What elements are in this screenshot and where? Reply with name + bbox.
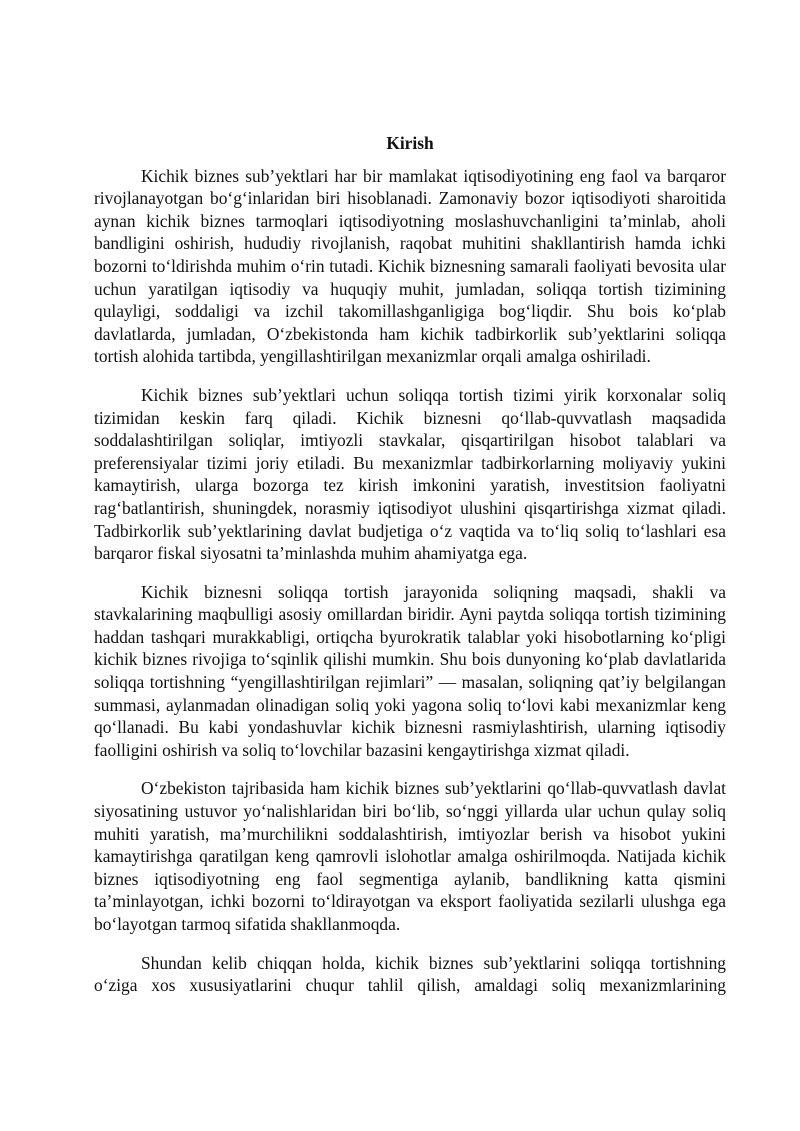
document-page <box>94 132 726 1013</box>
paragraph-1: Kichik biznes sub’yektlari har bir mamlakat iqtisodiyotining eng faol va barqaror rivojlanayotgan bo‘g‘inlaridan biri hisoblanadi. Zamonaviy bozor iqtisodiyoti sharoitida aynan kichik biznes tarmoqlari iqtisodiyotning moslashuvchanligini ta’minlab, aholi bandligini oshirish, hududiy rivojlanish, raqobat muhitini shakllantirish hamda ichki bozorni to‘ldirishda muhim o‘rin tutadi. Kichik biznesning samarali faoliyati bevosita ular uchun yaratilgan iqtisodiy va huquqiy muhit, jumladan, soliqqa tortish tizimining qulayligi, soddaligi va izchil takomillashganligiga bog‘liqdir. Shu bois ko‘plab davlatlarda, jumladan, O‘zbekistonda ham kichik tadbirkorlik sub’yektlarini soliqqa tortish alohida tartibda, yengillashtirilgan mexanizmlar orqali amalga oshiriladi. <box>94 165 726 367</box>
section-title: Kirish <box>386 133 434 153</box>
paragraph-3: Kichik biznesni soliqqa tortish jarayonida soliqning maqsadi, shakli va stavkalarining maqbulligi asosiy omillardan biridir. Ayni paytda soliqqa tortish tizimining haddan tashqari murakkabligi, ortiqcha byurokratik talablar yoki hisobotlarning ko‘pligi kichik biznes rivojiga to‘sqinlik qilishi mumkin. Shu bois dunyoning ko‘plab davlatlarida soliqqa tortishning “yengillashtirilgan rejimlari” — masalan, soliqning qat’iy belgilangan summasi, aylanmadan olinadigan soliq yoki yagona soliq to‘lovi kabi mexanizmlar keng qo‘llanadi. Bu kabi yondashuvlar kichik biznesni rasmiylashtirish, ularning iqtisodiy faolligini oshirish va soliq to‘lovchilar bazasini kengaytirishga xizmat qiladi. <box>94 581 726 760</box>
paragraph-2: Kichik biznes sub’yektlari uchun soliqqa tortish tizimi yirik korxonalar soliq tizimidan keskin farq qiladi. Kichik biznesni qo‘llab-quvvatlash maqsadida soddalashtirilgan soliqlar, imtiyozli stavkalar, qisqartirilgan hisobot talablari va preferensiyalar tizimi joriy etiladi. Bu mexanizmlar tadbirkorlarning moliyaviy yukini kamaytirish, ularga bozorga tez kirish imkonini yaratish, investitsion faoliyatni rag‘batlantirish, shuningdek, norasmiy iqtisodiyot ulushini qisqartirishga xizmat qiladi. Tadbirkorlik sub’yektlarining davlat budjetiga o‘z vaqtida va to‘liq soliq to‘lashlari esa barqaror fiskal siyosatni ta’minlashda muhim ahamiyatga ega. <box>94 384 726 564</box>
paragraph-4: O‘zbekiston tajribasida ham kichik biznes sub’yektlarini qo‘llab-quvvatlash davlat siyosatining ustuvor yo‘nalishlaridan biri bo‘lib, so‘nggi yillarda ular uchun qulay soliq muhiti yaratish, ma’murchilikni soddalashtirish, imtiyozlar berish va hisobot yukini kamaytirishga qaratilgan keng qamrovli islohotlar amalga oshirilmoqda. Natijada kichik biznes iqtisodiyotning eng faol segmentiga aylanib, bandlikning katta qismini ta’minlayotgan, ichki bozorni to‘ldirayotgan va eksport faoliyatida sezilarli ulushga ega bo‘layotgan tarmoq sifatida shakllanmoqda. <box>94 778 726 934</box>
paragraph-5: Shundan kelib chiqqan holda, kichik biznes sub’yektlarini soliqqa tortishning o‘ziga xos xususiyatlarini chuqur tahlil qilish, amaldagi soliq mexanizmlarining <box>94 952 726 996</box>
